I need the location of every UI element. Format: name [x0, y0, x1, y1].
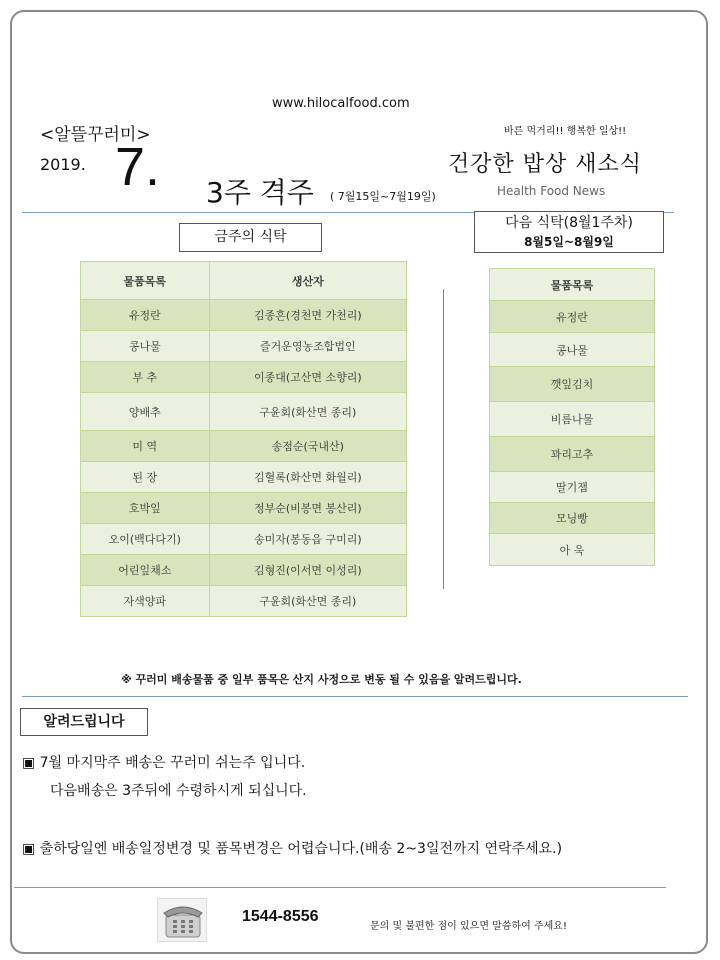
- table-row: [81, 393, 407, 431]
- producer-cell: 송점순(국내산): [209, 431, 406, 462]
- contact-text: 문의 및 불편한 점이 있으면 말씀하여 주세요!: [370, 921, 567, 932]
- item-cell: 호박잎: [81, 493, 210, 524]
- issue-week: 3주 격주: [206, 176, 314, 209]
- item-cell: 오이(백다다기): [81, 524, 210, 555]
- table-row: [81, 362, 407, 393]
- notice-line: ▣ 출하당일엔 배송일정변경 및 품목변경은 어렵습니다.(배송 2~3일전까지 연락주세요.): [22, 841, 563, 857]
- table-row: [490, 534, 655, 566]
- producer-cell: 송미자(봉동읍 구미리): [209, 524, 406, 555]
- item-cell: 된 장: [81, 462, 210, 493]
- slogan: 바른 먹거리!! 행복한 일상!!: [504, 126, 627, 137]
- item-cell: 자색양파: [81, 586, 210, 617]
- item-cell: 아 욱: [490, 534, 655, 566]
- this-week-table: [80, 261, 407, 617]
- table-row: [490, 503, 655, 534]
- brand-name: <알뜰꾸러미>: [40, 125, 151, 145]
- item-cell: 꽈리고추: [490, 437, 655, 472]
- table-row: [81, 524, 407, 555]
- table-row: [490, 402, 655, 437]
- footnote: ※ 꾸러미 배송물품 중 일부 품목은 산지 사정으로 변동 될 수 있음을 알려드립니다.: [121, 673, 522, 686]
- newsletter-subtitle-en: Health Food News: [497, 184, 606, 198]
- this-week-label: 금주의 식탁: [179, 223, 322, 252]
- next-week-table: [489, 268, 655, 566]
- producer-cell: 구윤회(화산면 종리): [209, 586, 406, 617]
- producer-cell: 즐거운영농조합법인: [209, 331, 406, 362]
- table-row: [81, 493, 407, 524]
- table-row: [81, 462, 407, 493]
- notice-line: 다음배송은 3주뒤에 수령하시게 되십니다.: [50, 783, 307, 799]
- producer-cell: 정부순(비봉면 봉산리): [209, 493, 406, 524]
- item-cell: 어린잎채소: [81, 555, 210, 586]
- table-row: [81, 586, 407, 617]
- issue-year: 2019.: [40, 155, 86, 174]
- table-row: [490, 367, 655, 402]
- newsletter-title: 건강한 밥상 새소식: [448, 152, 643, 177]
- item-cell: 콩나물: [490, 333, 655, 367]
- column-header: 물품목록: [81, 262, 210, 300]
- table-row: [81, 331, 407, 362]
- notice-title: 알려드립니다: [20, 708, 148, 736]
- table-row: [81, 555, 407, 586]
- item-cell: 딸기잼: [490, 472, 655, 503]
- website-url: www.hilocalfood.com: [272, 96, 410, 111]
- column-header: 생산자: [209, 262, 406, 300]
- phone-number: 1544-8556: [242, 908, 319, 925]
- next-week-label: 다음 식탁(8월1주차): [505, 215, 633, 231]
- table-row: [81, 431, 407, 462]
- table-header-row: [490, 269, 655, 301]
- issue-month: 7.: [115, 137, 161, 197]
- table-row: [490, 301, 655, 333]
- next-week-label-box: [474, 211, 664, 253]
- footer-divider: [14, 887, 666, 888]
- item-cell: 유정란: [490, 301, 655, 333]
- next-week-dates: 8월5일~8월9일: [524, 235, 614, 249]
- item-cell: 미 역: [81, 431, 210, 462]
- item-cell: 콩나물: [81, 331, 210, 362]
- item-cell: 깻잎김치: [490, 367, 655, 402]
- issue-dates: ( 7월15일~7월19일): [330, 190, 436, 203]
- producer-cell: 구윤회(화산면 종리): [209, 393, 406, 431]
- section-divider: [22, 696, 688, 697]
- telephone-icon: [157, 898, 207, 942]
- item-cell: 모닝빵: [490, 503, 655, 534]
- table-row: [490, 333, 655, 367]
- producer-cell: 김형진(이서면 이성리): [209, 555, 406, 586]
- column-divider: [443, 289, 444, 589]
- producer-cell: 이종대(고산면 소향리): [209, 362, 406, 393]
- table-header-row: [81, 262, 407, 300]
- table-row: [81, 300, 407, 331]
- table-row: [490, 472, 655, 503]
- producer-cell: 김혈록(화산면 화월리): [209, 462, 406, 493]
- item-cell: 양배추: [81, 393, 210, 431]
- notice-line: ▣ 7월 마지막주 배송은 꾸러미 쉬는주 입니다.: [22, 755, 306, 771]
- item-cell: 부 추: [81, 362, 210, 393]
- item-cell: 유정란: [81, 300, 210, 331]
- producer-cell: 김종흔(경천면 가천리): [209, 300, 406, 331]
- table-row: [490, 437, 655, 472]
- column-header: 물품목록: [490, 269, 655, 301]
- item-cell: 비름나물: [490, 402, 655, 437]
